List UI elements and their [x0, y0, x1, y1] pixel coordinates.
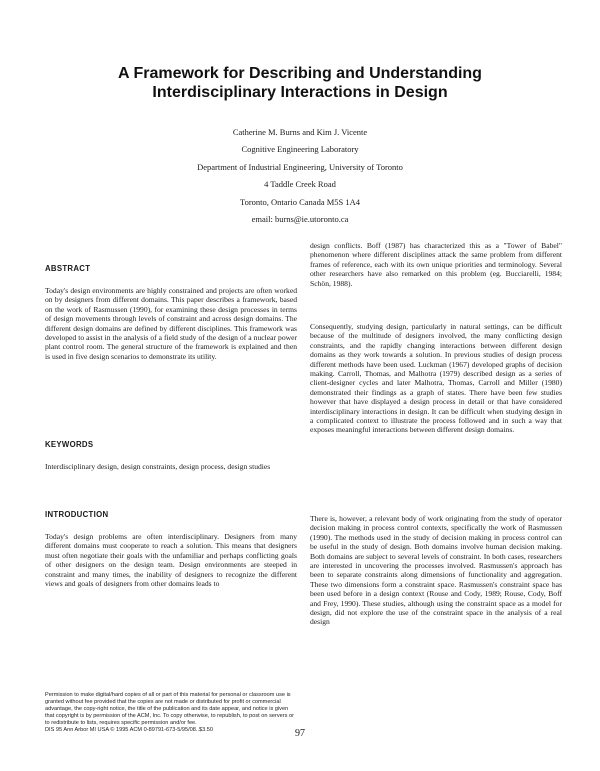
- author-block: [100, 124, 500, 228]
- introduction-heading: INTRODUCTION: [45, 510, 109, 519]
- body-paragraph-2: Consequently, studying design, particularly in natural settings, can be difficult because of the multitude of designers involved, the many conflicting design constraints, and the rapidly changing interactions between different design domains as they work towards a solution. In previous studies of design process different methods have been used. Luckman (1967) developed graphs of decision making. Carroll, Thomas, and Malhotra (1979) described design as a series of client-designer cycles and later Malhotra, Thomas, Carroll and Miller (1980) demonstrated their findings as a graph of states. There have been few studies however that have displayed a design process in detail or that have considered interdisciplinary interactions in design. It can be difficult when studying design in a complicated context to illustrate the process followed and in such a way that exposes meaningful interactions between different design domains.: [310, 322, 562, 435]
- abstract-heading: ABSTRACT: [45, 264, 91, 273]
- paper-title-line2: Interdisciplinary Interactions in Design: [152, 84, 448, 101]
- paper-title: [60, 64, 540, 102]
- author-department: Department of Industrial Engineering, University of Toronto: [197, 161, 403, 172]
- keywords-heading: KEYWORDS: [45, 440, 94, 449]
- keywords-text: Interdisciplinary design, design constraints, design process, design studies: [45, 462, 271, 471]
- introduction-text: Today's design problems are often interdisciplinary. Designers from many different domains must cooperate to reach a solution. This means that designers must often negotiate their goals with the unfamiliar and perhaps conflicting goals of other designers on the design team. Design environments are steeped in constraint and many times, the inability of designers to recognize the different views and goals of designers from other domains leads to: [45, 532, 297, 589]
- body-paragraph-1: design conflicts. Boff (1987) has characterized this as a "Tower of Babel" phenomenon where different disciplines attack the same problem from different frames of reference, each with its own unique priorities and terminology. Several other researchers have also remarked on this problem (eg. Bucciarelli, 1984; Schön, 1988).: [310, 241, 562, 288]
- page-number: 97: [295, 728, 305, 739]
- body-paragraph-3: There is, however, a relevant body of work originating from the study of operator decision making in process control contexts, specifically the work of Rasmussen (1990). The methods used in the study of decision making in process control can be useful in the study of design. Both domains involve human decision making. Both domains are subject to several levels of constraint. In both cases, researchers are interested in uncovering the processes involved. Rasmussen's approach has been to separate constraints along dimensions of functionality and aggregation. These two dimensions form a constraint space. Rasmussen's constraint space has been used before in a design context (Rouse and Cody, 1989; Rouse, Cody, Boff and Frey, 1990). These studies, although using the constraint space as a model for design, did not explore the use of the constraint space in the analysis of a real design: [310, 514, 562, 627]
- author-lab: Cognitive Engineering Laboratory: [241, 144, 359, 155]
- author-street: 4 Taddle Creek Road: [264, 179, 336, 190]
- author-email: email: burns@ie.utoronto.ca: [251, 214, 349, 225]
- copyright-text: Permission to make digital/hard copies of all or part of this material for personal or classroom use is granted without fee provided that the copies are not made or distributed for profit or commercial advantage, the copy-right notice, the title of the publication and its date appear, and notice is given that copyright is by permission of the ACM, Inc. To copy otherwise, to republish, to post on servers or to redistribute to lists, requires specific permission and/or fee.: [45, 692, 294, 726]
- copyright-citation: DIS 95 Ann Arbor MI USA © 1995 ACM 0-89791-673-5/95/08..$3.50: [45, 726, 213, 733]
- paper-title-line1: A Framework for Describing and Understanding: [118, 65, 482, 82]
- author-city: Toronto, Ontario Canada M5S 1A4: [239, 196, 361, 207]
- abstract-text: Today's design environments are highly constrained and projects are often worked on by designers from different domains. This paper describes a framework, based on the work of Rasmussen (1990), for examining these design processes in terms of design movements through levels of constraint and across design domains. The different design domains are defined by different disciplines. This framework was developed to assist in the analysis of a field study of the design of a nuclear power plant control room. The general structure of the framework is explained and then is used in five design scenarios to demonstrate its utility.: [45, 286, 297, 361]
- author-names: Catherine M. Burns and Kim J. Vicente: [232, 127, 368, 137]
